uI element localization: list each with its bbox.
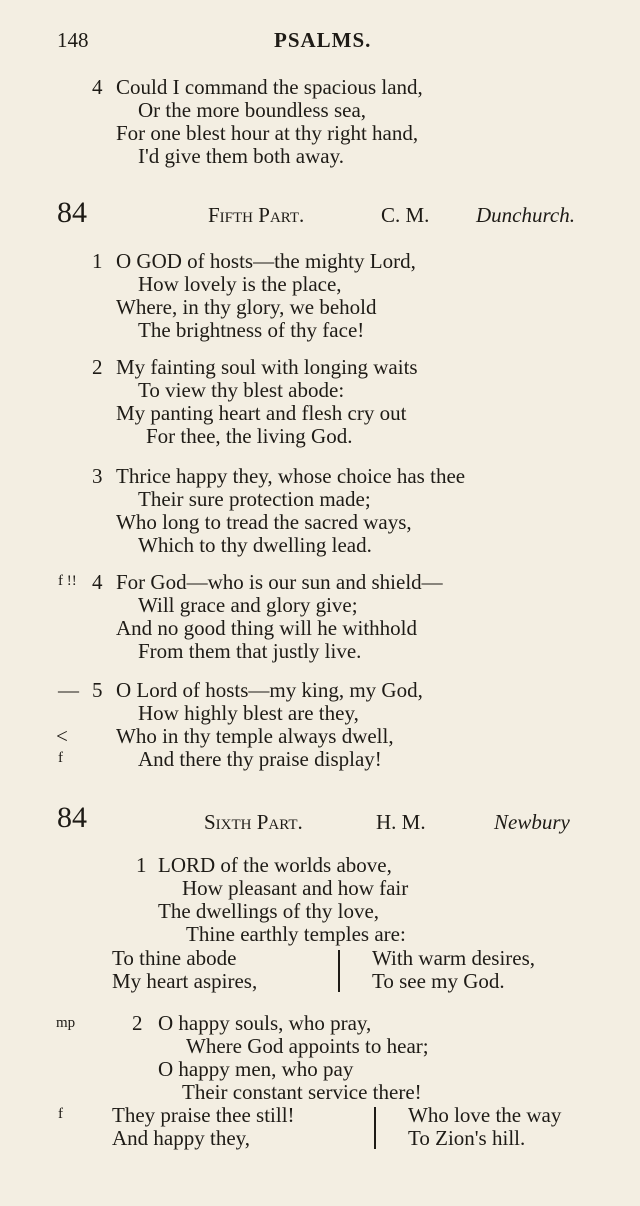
stanza-number: 5 bbox=[92, 678, 103, 702]
verse-line: For one blest hour at thy right hand, bbox=[116, 121, 419, 145]
verse-line: My heart aspires, bbox=[112, 969, 258, 993]
hymn-number: 84 bbox=[57, 801, 87, 834]
stanza-number: 1 bbox=[136, 853, 147, 877]
stanza-number: 2 bbox=[132, 1011, 143, 1035]
stanza-number: 4 bbox=[92, 75, 103, 99]
verse-line: For God—who is our sun and shield— bbox=[116, 570, 443, 594]
verse-line: Who in thy temple always dwell, bbox=[116, 724, 394, 748]
verse-line: My fainting soul with longing waits bbox=[116, 355, 418, 379]
verse-line: Where, in thy glory, we behold bbox=[116, 295, 377, 319]
verse-line: They praise thee still! bbox=[112, 1103, 295, 1127]
dynamic-mark: < bbox=[56, 724, 68, 748]
column-divider bbox=[338, 950, 340, 992]
verse-line: O Lord of hosts—my king, my God, bbox=[116, 678, 423, 702]
verse-line: The brightness of thy face! bbox=[138, 318, 365, 342]
tune-name: Newbury bbox=[494, 810, 570, 834]
stanza-number: 3 bbox=[92, 464, 103, 488]
verse-line: And happy they, bbox=[112, 1126, 251, 1150]
verse-line: LORD of the worlds above, bbox=[158, 853, 392, 877]
stanza-number: 4 bbox=[92, 570, 103, 594]
verse-line: And there thy praise display! bbox=[138, 747, 382, 771]
verse-line: O happy men, who pay bbox=[158, 1057, 354, 1081]
verse-line: How pleasant and how fair bbox=[182, 876, 409, 900]
page-number: 148 bbox=[57, 28, 89, 52]
verse-line: From them that justly live. bbox=[138, 639, 362, 663]
dynamic-mark: f bbox=[58, 1106, 63, 1122]
verse-line: Thrice happy they, whose choice has thee bbox=[116, 464, 466, 488]
tune-name: Dunchurch. bbox=[476, 203, 575, 227]
dynamic-mark: f !! bbox=[58, 573, 77, 589]
verse-line: To view thy blest abode: bbox=[138, 378, 345, 402]
part-label: Fifth Part. bbox=[208, 203, 305, 227]
verse-line: To thine abode bbox=[112, 946, 237, 970]
verse-line: Thine earthly temples are: bbox=[186, 922, 406, 946]
verse-line: Their constant service there! bbox=[182, 1080, 422, 1104]
verse-line: Could I command the spacious land, bbox=[116, 75, 423, 99]
part-label: Sixth Part. bbox=[204, 810, 303, 834]
verse-line: With warm desires, bbox=[372, 946, 536, 970]
stanza-number: 1 bbox=[92, 249, 103, 273]
verse-line: Where God appoints to hear; bbox=[186, 1034, 429, 1058]
hymn-number: 84 bbox=[57, 196, 87, 229]
verse-line: The dwellings of thy love, bbox=[158, 899, 380, 923]
verse-line: And no good thing will he withhold bbox=[116, 616, 417, 640]
dynamic-mark: f bbox=[58, 750, 63, 766]
verse-line: How lovely is the place, bbox=[138, 272, 342, 296]
stanza-number: 2 bbox=[92, 355, 103, 379]
verse-line: Who love the way bbox=[408, 1103, 562, 1127]
verse-line: To see my God. bbox=[372, 969, 505, 993]
meter-label: C. M. bbox=[381, 203, 430, 227]
verse-line: O happy souls, who pray, bbox=[158, 1011, 372, 1035]
verse-line: I'd give them both away. bbox=[138, 144, 344, 168]
verse-line: To Zion's hill. bbox=[408, 1126, 526, 1150]
verse-line: My panting heart and flesh cry out bbox=[116, 401, 407, 425]
verse-line: For thee, the living God. bbox=[146, 424, 353, 448]
column-divider bbox=[374, 1107, 376, 1149]
meter-label: H. M. bbox=[376, 810, 426, 834]
verse-line: Their sure protection made; bbox=[138, 487, 371, 511]
verse-line: Which to thy dwelling lead. bbox=[138, 533, 372, 557]
verse-line: How highly blest are they, bbox=[138, 701, 359, 725]
running-title: PSALMS. bbox=[274, 28, 372, 52]
verse-line: Will grace and glory give; bbox=[138, 593, 358, 617]
dynamic-mark: mp bbox=[56, 1015, 76, 1031]
dynamic-mark: — bbox=[58, 678, 79, 702]
verse-line: Who long to tread the sacred ways, bbox=[116, 510, 412, 534]
verse-line: Or the more boundless sea, bbox=[138, 98, 367, 122]
verse-line: O GOD of hosts—the mighty Lord, bbox=[116, 249, 416, 273]
